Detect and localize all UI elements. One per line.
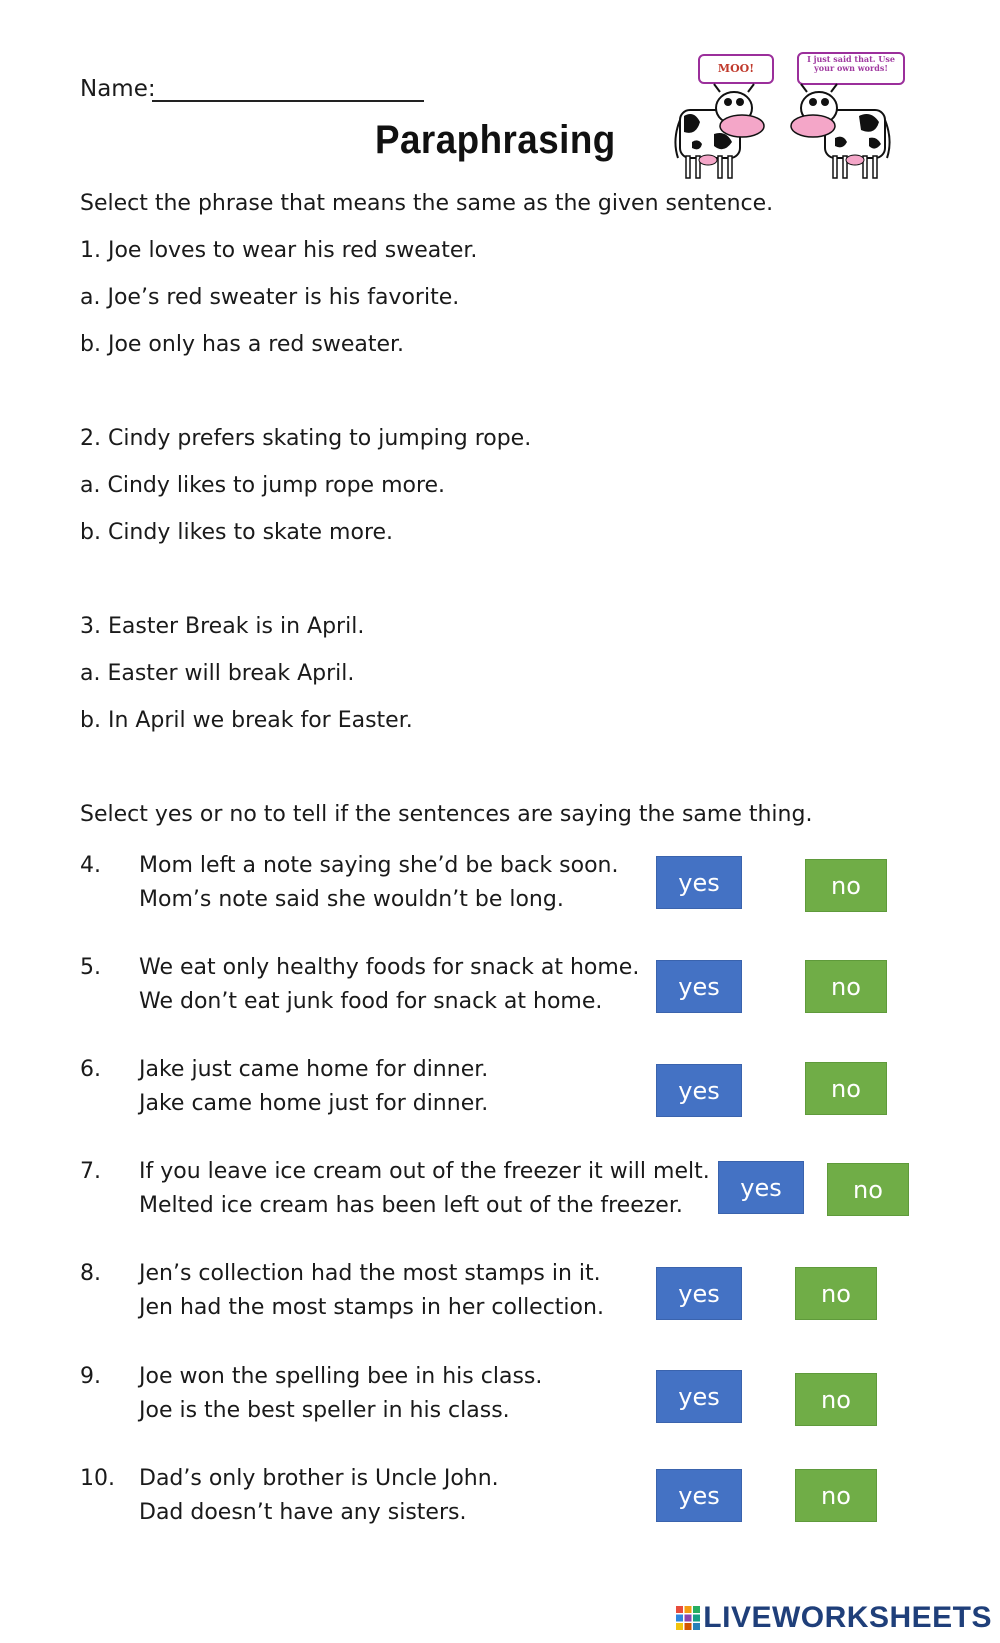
item-8-yes-button[interactable]: yes [656, 1267, 742, 1320]
item-6-number: 6. [80, 1057, 101, 1082]
item-4-number: 4. [80, 853, 101, 878]
cow-2-icon [791, 84, 890, 178]
item-8-no-button[interactable]: no [795, 1267, 877, 1320]
question-1-prompt: 1. Joe loves to wear his red sweater. [80, 238, 478, 263]
item-7-number: 7. [80, 1159, 101, 1184]
cow-speech-1: MOO! [717, 62, 755, 75]
question-2-prompt: 2. Cindy prefers skating to jumping rope. [80, 426, 532, 451]
item-5-yes-button[interactable]: yes [656, 960, 742, 1013]
item-7-line1: If you leave ice cream out of the freezer it will melt. [139, 1159, 710, 1184]
name-input-line[interactable] [152, 100, 424, 102]
item-6-no-button[interactable]: no [805, 1062, 887, 1115]
item-6-line2: Jake came home just for dinner. [139, 1091, 489, 1116]
item-5-line2: We don’t eat junk food for snack at home. [139, 989, 603, 1014]
name-label: Name: [80, 76, 156, 102]
item-4-no-button[interactable]: no [805, 859, 887, 912]
item-5-no-button[interactable]: no [805, 960, 887, 1013]
item-9-no-button[interactable]: no [795, 1373, 877, 1426]
item-9-line1: Joe won the spelling bee in his class. [139, 1364, 543, 1389]
question-3-option-b[interactable]: b. In April we break for Easter. [80, 708, 413, 733]
item-10-number: 10. [80, 1466, 115, 1491]
item-8-line1: Jen’s collection had the most stamps in it. [139, 1261, 601, 1286]
item-5-line1: We eat only healthy foods for snack at home. [139, 955, 640, 980]
section2-instruction: Select yes or no to tell if the sentences are saying the same thing. [80, 802, 813, 827]
item-10-line2: Dad doesn’t have any sisters. [139, 1500, 467, 1525]
item-8-number: 8. [80, 1261, 101, 1286]
liveworksheets-icon [675, 1605, 701, 1631]
question-2-option-a[interactable]: a. Cindy likes to jump rope more. [80, 473, 446, 498]
item-10-yes-button[interactable]: yes [656, 1469, 742, 1522]
cow-illustration [670, 80, 920, 190]
section1-instruction: Select the phrase that means the same as the given sentence. [80, 191, 774, 216]
cow-speech-2: I just said that. Use your own words! [807, 54, 895, 73]
liveworksheets-logo [675, 1601, 992, 1635]
item-7-yes-button[interactable]: yes [718, 1161, 804, 1214]
page-title: Paraphrasing [375, 118, 616, 162]
item-9-number: 9. [80, 1364, 101, 1389]
item-6-line1: Jake just came home for dinner. [139, 1057, 489, 1082]
item-4-line2: Mom’s note said she wouldn’t be long. [139, 887, 564, 912]
item-8-line2: Jen had the most stamps in her collection. [139, 1295, 604, 1320]
item-5-number: 5. [80, 955, 101, 980]
item-10-no-button[interactable]: no [795, 1469, 877, 1522]
question-3-option-a[interactable]: a. Easter will break April. [80, 661, 355, 686]
item-7-no-button[interactable]: no [827, 1163, 909, 1216]
question-1-option-b[interactable]: b. Joe only has a red sweater. [80, 332, 405, 357]
cow-1-icon [675, 84, 764, 178]
item-10-line1: Dad’s only brother is Uncle John. [139, 1466, 499, 1491]
question-3-prompt: 3. Easter Break is in April. [80, 614, 365, 639]
item-9-line2: Joe is the best speller in his class. [139, 1398, 510, 1423]
question-1-option-a[interactable]: a. Joe’s red sweater is his favorite. [80, 285, 460, 310]
liveworksheets-brand: LIVEWORKSHEETS [703, 1601, 992, 1634]
item-4-yes-button[interactable]: yes [656, 856, 742, 909]
question-2-option-b[interactable]: b. Cindy likes to skate more. [80, 520, 394, 545]
item-4-line1: Mom left a note saying she’d be back soon. [139, 853, 619, 878]
item-7-line2: Melted ice cream has been left out of the freezer. [139, 1193, 683, 1218]
item-9-yes-button[interactable]: yes [656, 1370, 742, 1423]
item-6-yes-button[interactable]: yes [656, 1064, 742, 1117]
